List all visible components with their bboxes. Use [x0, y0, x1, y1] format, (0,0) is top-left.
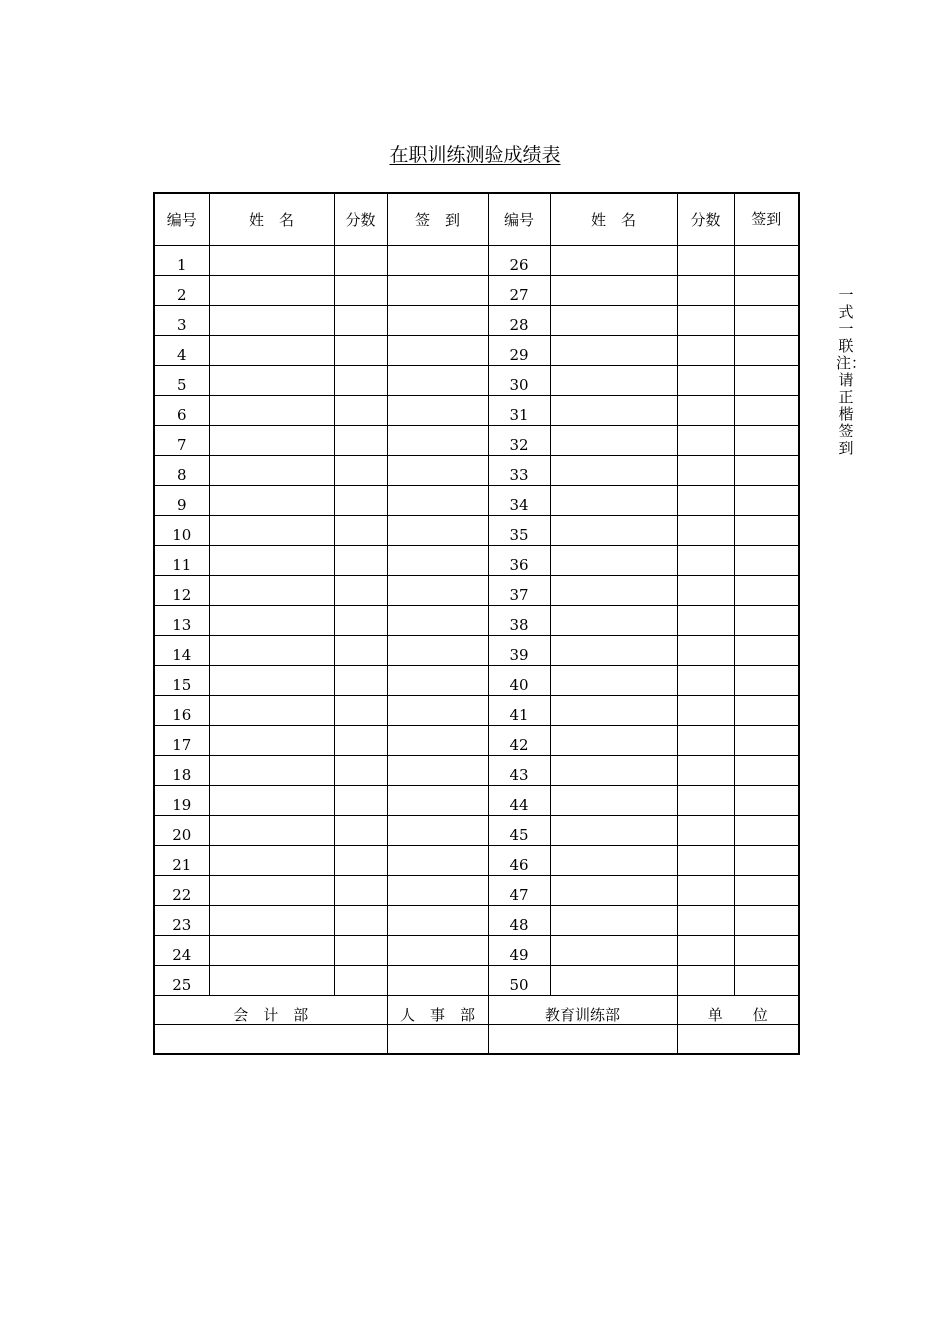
sign-field-right[interactable]	[734, 816, 799, 846]
sign-field-right[interactable]	[734, 396, 799, 426]
score-field-right[interactable]	[677, 966, 734, 996]
sign-field-left[interactable]	[387, 786, 488, 816]
sign-field-right[interactable]	[734, 516, 799, 546]
score-field-right[interactable]	[677, 396, 734, 426]
name-field-right[interactable]	[550, 276, 677, 306]
name-field-left[interactable]	[209, 876, 334, 906]
name-field-right[interactable]	[550, 696, 677, 726]
score-field-right[interactable]	[677, 816, 734, 846]
sign-field-right[interactable]	[734, 306, 799, 336]
score-field-right[interactable]	[677, 606, 734, 636]
name-field-left[interactable]	[209, 396, 334, 426]
sign-field-right[interactable]	[734, 786, 799, 816]
score-field-left[interactable]	[334, 726, 387, 756]
table-row	[154, 456, 799, 486]
footer-training-label: 教育训练部	[488, 996, 677, 1025]
sign-field-left[interactable]	[387, 366, 488, 396]
footer-accounting-field[interactable]	[154, 1025, 387, 1055]
sign-field-right[interactable]	[734, 246, 799, 276]
row-number-right: 33	[488, 456, 550, 486]
table-row	[154, 786, 799, 816]
footer-stamp-row	[154, 1025, 799, 1055]
sign-field-right[interactable]	[734, 936, 799, 966]
sign-field-right[interactable]	[734, 696, 799, 726]
row-number-right: 47	[488, 876, 550, 906]
footer-unit-label: 单 位	[677, 996, 799, 1025]
score-field-right[interactable]	[677, 846, 734, 876]
header-name-left: 姓 名	[209, 193, 334, 246]
row-number-right: 28	[488, 306, 550, 336]
score-field-right[interactable]	[677, 576, 734, 606]
name-field-left[interactable]	[209, 666, 334, 696]
score-field-left[interactable]	[334, 666, 387, 696]
score-field-left[interactable]	[334, 876, 387, 906]
sign-field-right[interactable]	[734, 966, 799, 996]
header-sign-left: 签 到	[387, 193, 488, 246]
sign-field-right[interactable]	[734, 906, 799, 936]
row-number-right: 30	[488, 366, 550, 396]
footer-training-field[interactable]	[488, 1025, 677, 1055]
row-number-right: 48	[488, 906, 550, 936]
sign-field-right[interactable]	[734, 666, 799, 696]
row-number-left: 8	[154, 456, 209, 486]
name-field-left[interactable]	[209, 426, 334, 456]
row-number-left: 11	[154, 546, 209, 576]
table-row	[154, 816, 799, 846]
footer-label-row	[154, 996, 799, 1025]
score-field-right[interactable]	[677, 876, 734, 906]
name-field-left[interactable]	[209, 726, 334, 756]
row-number-right: 41	[488, 696, 550, 726]
score-field-right[interactable]	[677, 696, 734, 726]
table-row	[154, 726, 799, 756]
sign-field-right[interactable]	[734, 756, 799, 786]
score-field-right[interactable]	[677, 426, 734, 456]
row-number-right: 40	[488, 666, 550, 696]
row-number-left: 7	[154, 426, 209, 456]
score-field-left[interactable]	[334, 426, 387, 456]
row-number-right: 31	[488, 396, 550, 426]
score-field-right[interactable]	[677, 246, 734, 276]
table-row	[154, 336, 799, 366]
footer-accounting-label: 会 计 部	[154, 996, 387, 1025]
row-number-left: 14	[154, 636, 209, 666]
table-row	[154, 366, 799, 396]
header-score-left: 分数	[334, 193, 387, 246]
table-row	[154, 396, 799, 426]
score-field-left[interactable]	[334, 336, 387, 366]
table-row	[154, 756, 799, 786]
name-field-left[interactable]	[209, 276, 334, 306]
row-number-left: 2	[154, 276, 209, 306]
sign-field-left[interactable]	[387, 966, 488, 996]
header-score-right: 分数	[677, 193, 734, 246]
row-number-right: 50	[488, 966, 550, 996]
score-field-right[interactable]	[677, 516, 734, 546]
sign-field-left[interactable]	[387, 546, 488, 576]
sign-field-right[interactable]	[734, 366, 799, 396]
row-number-left: 16	[154, 696, 209, 726]
name-field-left[interactable]	[209, 936, 334, 966]
sign-field-left[interactable]	[387, 246, 488, 276]
sign-field-left[interactable]	[387, 606, 488, 636]
score-field-right[interactable]	[677, 276, 734, 306]
row-number-right: 26	[488, 246, 550, 276]
sign-field-left[interactable]	[387, 726, 488, 756]
row-number-right: 32	[488, 426, 550, 456]
name-field-left[interactable]	[209, 906, 334, 936]
name-field-left[interactable]	[209, 336, 334, 366]
table-row	[154, 276, 799, 306]
name-field-right[interactable]	[550, 666, 677, 696]
sign-field-right[interactable]	[734, 456, 799, 486]
table-row	[154, 906, 799, 936]
score-field-left[interactable]	[334, 816, 387, 846]
score-field-left[interactable]	[334, 456, 387, 486]
sign-field-right[interactable]	[734, 486, 799, 516]
table-row	[154, 666, 799, 696]
name-field-left[interactable]	[209, 246, 334, 276]
score-field-right[interactable]	[677, 366, 734, 396]
row-number-right: 37	[488, 576, 550, 606]
name-field-left[interactable]	[209, 786, 334, 816]
score-field-left[interactable]	[334, 786, 387, 816]
sign-field-left[interactable]	[387, 936, 488, 966]
row-number-right: 29	[488, 336, 550, 366]
sign-field-left[interactable]	[387, 576, 488, 606]
score-field-right[interactable]	[677, 306, 734, 336]
name-field-right[interactable]	[550, 636, 677, 666]
score-field-right[interactable]	[677, 666, 734, 696]
score-field-right[interactable]	[677, 636, 734, 666]
sign-field-left[interactable]	[387, 306, 488, 336]
row-number-left: 6	[154, 396, 209, 426]
name-field-right[interactable]	[550, 576, 677, 606]
name-field-right[interactable]	[550, 786, 677, 816]
sign-field-right[interactable]	[734, 846, 799, 876]
footer-hr-field[interactable]	[387, 1025, 488, 1055]
row-number-right: 43	[488, 756, 550, 786]
row-number-left: 20	[154, 816, 209, 846]
sign-field-left[interactable]	[387, 456, 488, 486]
sign-field-left[interactable]	[387, 696, 488, 726]
score-field-left[interactable]	[334, 966, 387, 996]
sign-field-right[interactable]	[734, 606, 799, 636]
table-row	[154, 966, 799, 996]
score-field-right[interactable]	[677, 486, 734, 516]
row-number-left: 23	[154, 906, 209, 936]
score-field-left[interactable]	[334, 906, 387, 936]
name-field-right[interactable]	[550, 426, 677, 456]
footer-hr-label: 人 事 部	[387, 996, 488, 1025]
table-row	[154, 306, 799, 336]
row-number-right: 38	[488, 606, 550, 636]
sign-field-right[interactable]	[734, 426, 799, 456]
row-number-right: 42	[488, 726, 550, 756]
sign-field-left[interactable]	[387, 666, 488, 696]
page-title	[0, 142, 950, 168]
row-number-left: 15	[154, 666, 209, 696]
table-row	[154, 246, 799, 276]
name-field-right[interactable]	[550, 906, 677, 936]
name-field-left[interactable]	[209, 636, 334, 666]
header-row	[154, 193, 799, 246]
name-field-left[interactable]	[209, 966, 334, 996]
name-field-right[interactable]	[550, 246, 677, 276]
row-number-left: 9	[154, 486, 209, 516]
name-field-right[interactable]	[550, 306, 677, 336]
header-name-right: 姓 名	[550, 193, 677, 246]
table-row	[154, 876, 799, 906]
score-field-left[interactable]	[334, 756, 387, 786]
name-field-left[interactable]	[209, 756, 334, 786]
score-field-left[interactable]	[334, 276, 387, 306]
row-number-left: 24	[154, 936, 209, 966]
side-note: 一式一联 注：请正楷签到	[836, 286, 869, 457]
name-field-left[interactable]	[209, 576, 334, 606]
row-number-right: 44	[488, 786, 550, 816]
name-field-right[interactable]	[550, 456, 677, 486]
name-field-right[interactable]	[550, 486, 677, 516]
row-number-left: 10	[154, 516, 209, 546]
table-row	[154, 846, 799, 876]
name-field-right[interactable]	[550, 336, 677, 366]
header-number-right: 编号	[488, 193, 550, 246]
table-row	[154, 426, 799, 456]
row-number-right: 34	[488, 486, 550, 516]
row-number-right: 45	[488, 816, 550, 846]
name-field-left[interactable]	[209, 696, 334, 726]
sign-field-right[interactable]	[734, 576, 799, 606]
sign-field-left[interactable]	[387, 336, 488, 366]
score-field-right[interactable]	[677, 726, 734, 756]
sign-field-right[interactable]	[734, 876, 799, 906]
row-number-left: 22	[154, 876, 209, 906]
sign-field-right[interactable]	[734, 546, 799, 576]
sign-field-left[interactable]	[387, 516, 488, 546]
table-row	[154, 936, 799, 966]
name-field-left[interactable]	[209, 816, 334, 846]
sign-field-left[interactable]	[387, 816, 488, 846]
score-field-right[interactable]	[677, 936, 734, 966]
name-field-right[interactable]	[550, 546, 677, 576]
row-number-left: 18	[154, 756, 209, 786]
sign-field-left[interactable]	[387, 906, 488, 936]
score-field-left[interactable]	[334, 486, 387, 516]
table-row	[154, 576, 799, 606]
row-number-right: 49	[488, 936, 550, 966]
row-number-left: 1	[154, 246, 209, 276]
score-field-left[interactable]	[334, 366, 387, 396]
score-field-left[interactable]	[334, 546, 387, 576]
sign-field-right[interactable]	[734, 726, 799, 756]
name-field-right[interactable]	[550, 816, 677, 846]
score-field-left[interactable]	[334, 306, 387, 336]
score-field-left[interactable]	[334, 696, 387, 726]
name-field-right[interactable]	[550, 366, 677, 396]
sign-field-left[interactable]	[387, 636, 488, 666]
row-number-left: 17	[154, 726, 209, 756]
score-field-right[interactable]	[677, 906, 734, 936]
name-field-left[interactable]	[209, 606, 334, 636]
sign-field-left[interactable]	[387, 876, 488, 906]
footer-unit-field[interactable]	[677, 1025, 799, 1055]
row-number-left: 25	[154, 966, 209, 996]
name-field-left[interactable]	[209, 456, 334, 486]
sign-field-left[interactable]	[387, 846, 488, 876]
table-row	[154, 486, 799, 516]
row-number-left: 3	[154, 306, 209, 336]
name-field-right[interactable]	[550, 936, 677, 966]
table-row	[154, 606, 799, 636]
sign-field-right[interactable]	[734, 336, 799, 366]
score-table	[153, 192, 800, 1055]
header-sign-right: 签到	[734, 193, 799, 246]
name-field-right[interactable]	[550, 876, 677, 906]
score-field-left[interactable]	[334, 576, 387, 606]
name-field-right[interactable]	[550, 606, 677, 636]
sign-field-left[interactable]	[387, 756, 488, 786]
name-field-right[interactable]	[550, 966, 677, 996]
sign-field-right[interactable]	[734, 276, 799, 306]
sign-field-right[interactable]	[734, 636, 799, 666]
name-field-left[interactable]	[209, 846, 334, 876]
score-field-left[interactable]	[334, 936, 387, 966]
row-number-left: 19	[154, 786, 209, 816]
sign-field-left[interactable]	[387, 276, 488, 306]
name-field-left[interactable]	[209, 546, 334, 576]
name-field-right[interactable]	[550, 726, 677, 756]
name-field-right[interactable]	[550, 516, 677, 546]
name-field-right[interactable]	[550, 846, 677, 876]
header-number-left: 编号	[154, 193, 209, 246]
row-number-left: 4	[154, 336, 209, 366]
score-field-left[interactable]	[334, 636, 387, 666]
row-number-right: 35	[488, 516, 550, 546]
name-field-left[interactable]	[209, 516, 334, 546]
row-number-left: 12	[154, 576, 209, 606]
score-field-left[interactable]	[334, 246, 387, 276]
sign-field-left[interactable]	[387, 486, 488, 516]
score-field-left[interactable]	[334, 606, 387, 636]
score-field-right[interactable]	[677, 786, 734, 816]
sign-field-left[interactable]	[387, 396, 488, 426]
score-field-right[interactable]	[677, 336, 734, 366]
score-field-left[interactable]	[334, 516, 387, 546]
table-row	[154, 516, 799, 546]
row-number-left: 21	[154, 846, 209, 876]
row-number-right: 46	[488, 846, 550, 876]
row-number-right: 27	[488, 276, 550, 306]
page-title-text: 在职训练测验成绩表	[389, 144, 561, 166]
row-number-left: 13	[154, 606, 209, 636]
name-field-right[interactable]	[550, 756, 677, 786]
row-number-right: 36	[488, 546, 550, 576]
name-field-left[interactable]	[209, 306, 334, 336]
table-row	[154, 546, 799, 576]
name-field-left[interactable]	[209, 486, 334, 516]
score-field-left[interactable]	[334, 846, 387, 876]
score-field-left[interactable]	[334, 396, 387, 426]
sign-field-left[interactable]	[387, 426, 488, 456]
row-number-right: 39	[488, 636, 550, 666]
name-field-right[interactable]	[550, 396, 677, 426]
table-row	[154, 696, 799, 726]
table-row	[154, 636, 799, 666]
name-field-left[interactable]	[209, 366, 334, 396]
row-number-left: 5	[154, 366, 209, 396]
score-field-right[interactable]	[677, 756, 734, 786]
score-field-right[interactable]	[677, 546, 734, 576]
score-field-right[interactable]	[677, 456, 734, 486]
